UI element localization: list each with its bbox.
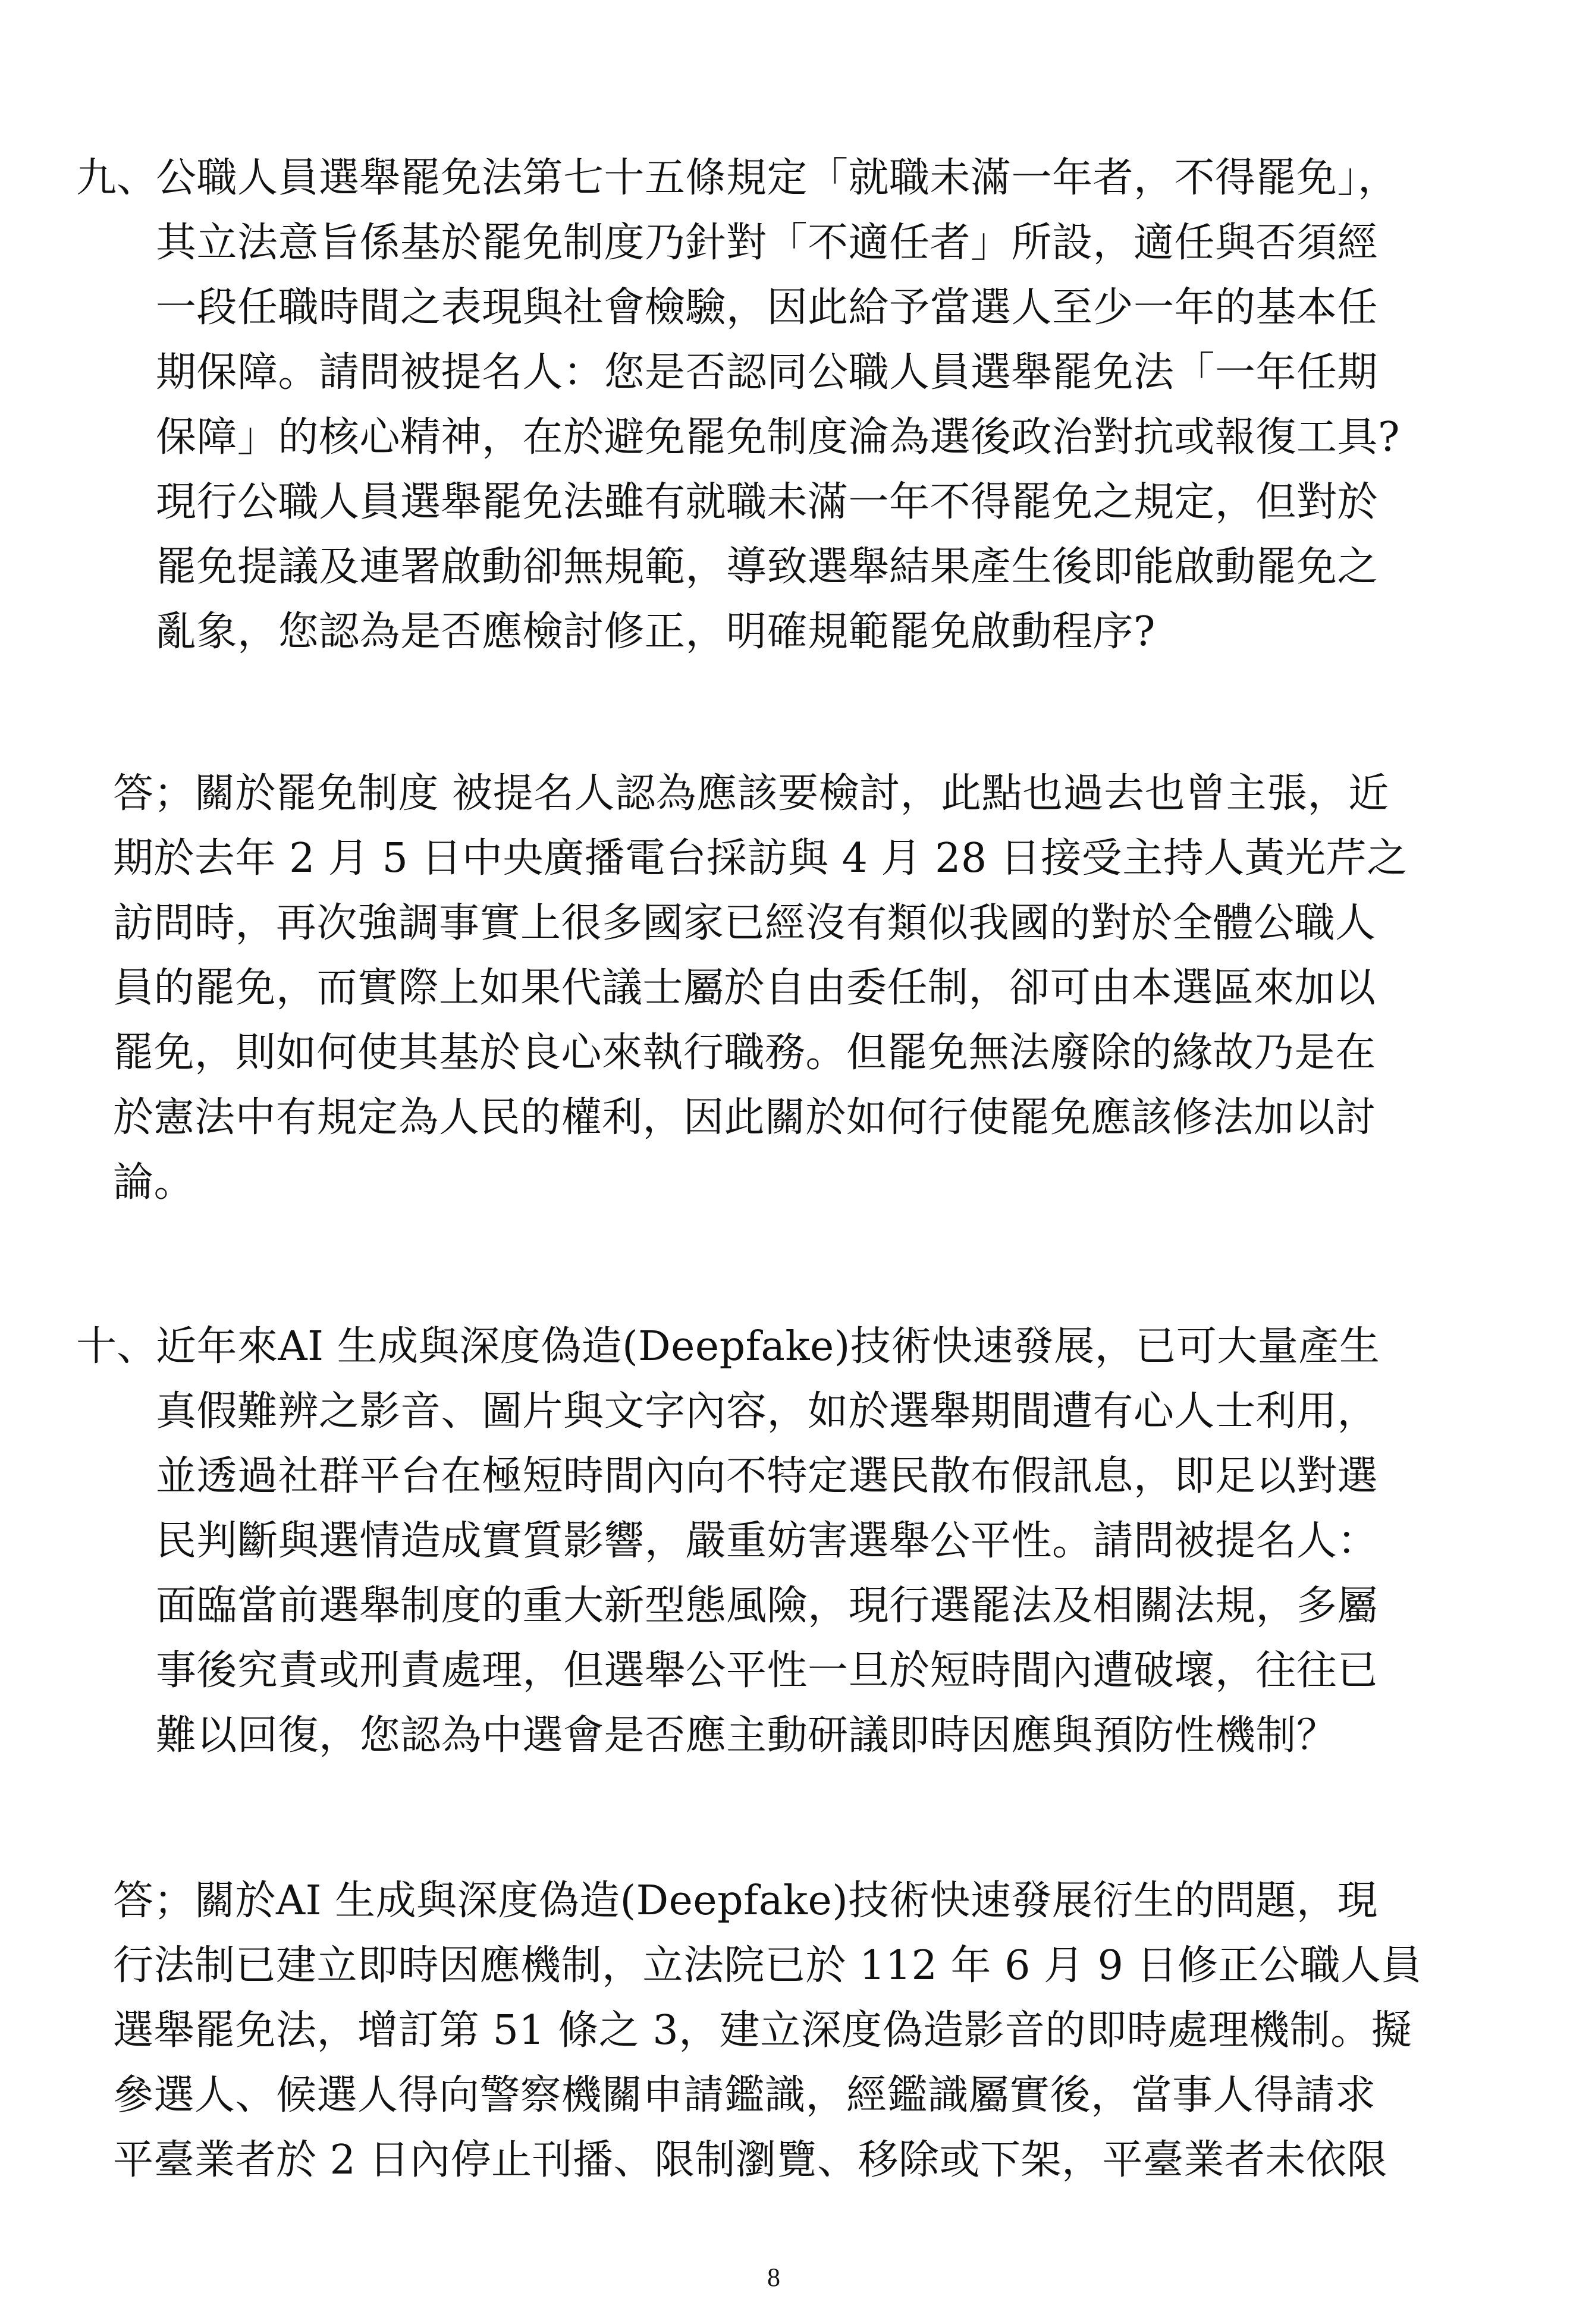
question-9-line: 現行公職人員選舉罷免法雖有就職未滿一年不得罷免之規定，但對於 — [156, 479, 1379, 526]
answer-9-line: 於憲法中有規定為人民的權利，因此關於如何行使罷免應該修法加以討 — [113, 1094, 1376, 1141]
answer-9-line: 期於去年 2 月 5 日中央廣播電台採訪與 4 月 28 日接受主持人黃光芹之 — [113, 835, 1408, 882]
question-10-line: 面臨當前選舉制度的重大新型態風險，現行選罷法及相關法規，多屬 — [156, 1582, 1379, 1629]
question-10-line: 難以回復，您認為中選會是否應主動研議即時因應與預防性機制？ — [156, 1712, 1337, 1759]
question-9-line: 公職人員選舉罷免法第七十五條規定「就職未滿一年者，不得罷免」， — [156, 155, 1399, 202]
answer-10-line: 平臺業者於 2 日內停止刊播、限制瀏覽、移除或下架，平臺業者未依限 — [113, 2137, 1387, 2184]
answer-9-line: 論。 — [113, 1159, 195, 1206]
question-9-line: 保障」的核心精神，在於避免罷免制度淪為選後政治對抗或報復工具? — [156, 414, 1400, 461]
answer-9-line: 員的罷免，而實際上如果代議士屬於自由委任制，卻可由本選區來加以 — [113, 965, 1376, 1012]
question-10-line: 民判斷與選情造成實質影響，嚴重妨害選舉公平性。請問被提名人： — [156, 1518, 1379, 1565]
question-10-line: 近年來AI 生成與深度偽造(Deepfake)技術快速發展，已可大量產生 — [156, 1323, 1380, 1370]
question-9-line: 期保障。請問被提名人：您是否認同公職人員選舉罷免法「一年任期 — [156, 349, 1379, 396]
question-9-number: 九、 — [76, 155, 158, 202]
answer-10-line: 答；關於AI 生成與深度偽造(Deepfake)技術快速發展衍生的問題，現 — [113, 1877, 1378, 1924]
answer-9-line: 答；關於罷免制度 被提名人認為應該要檢討，此點也過去也曾主張，近 — [113, 770, 1389, 817]
question-10-line: 並透過社群平台在極短時間內向不特定選民散布假訊息，即足以對選 — [156, 1453, 1379, 1500]
answer-9-line: 罷免，則如何使其基於良心來執行職務。但罷免無法廢除的緣故乃是在 — [113, 1029, 1376, 1076]
answer-10-line: 選舉罷免法，增訂第 51 條之 3，建立深度偽造影音的即時處理機制。擬 — [113, 2007, 1412, 2054]
answer-10-line: 參選人、候選人得向警察機關申請鑑識，經鑑識屬實後，當事人得請求 — [113, 2072, 1376, 2119]
answer-9-line: 訪問時，再次強調事實上很多國家已經沒有類似我國的對於全體公職人 — [113, 900, 1376, 947]
question-9-line: 罷免提議及連署啟動卻無規範，導致選舉結果產生後即能啟動罷免之 — [156, 544, 1379, 591]
answer-10-line: 行法制已建立即時因應機制，立法院已於 112 年 6 月 9 日修正公職人員 — [113, 1942, 1423, 1989]
question-10-line: 事後究責或刑責處理，但選舉公平性一旦於短時間內遭破壞，往往已 — [156, 1647, 1379, 1694]
question-9-line: 其立法意旨係基於罷免制度乃針對「不適任者」所設，適任與否須經 — [156, 219, 1379, 266]
question-10-number: 十、 — [76, 1323, 158, 1370]
question-10-line: 真假難辨之影音、圖片與文字內容，如於選舉期間遭有心人士利用， — [156, 1388, 1379, 1435]
question-9-line: 亂象，您認為是否應檢討修正，明確規範罷免啟動程序? — [156, 608, 1155, 655]
question-9-line: 一段任職時間之表現與社會檢驗，因此給予當選人至少一年的基本任 — [156, 284, 1379, 331]
page-number: 8 — [767, 2263, 780, 2292]
